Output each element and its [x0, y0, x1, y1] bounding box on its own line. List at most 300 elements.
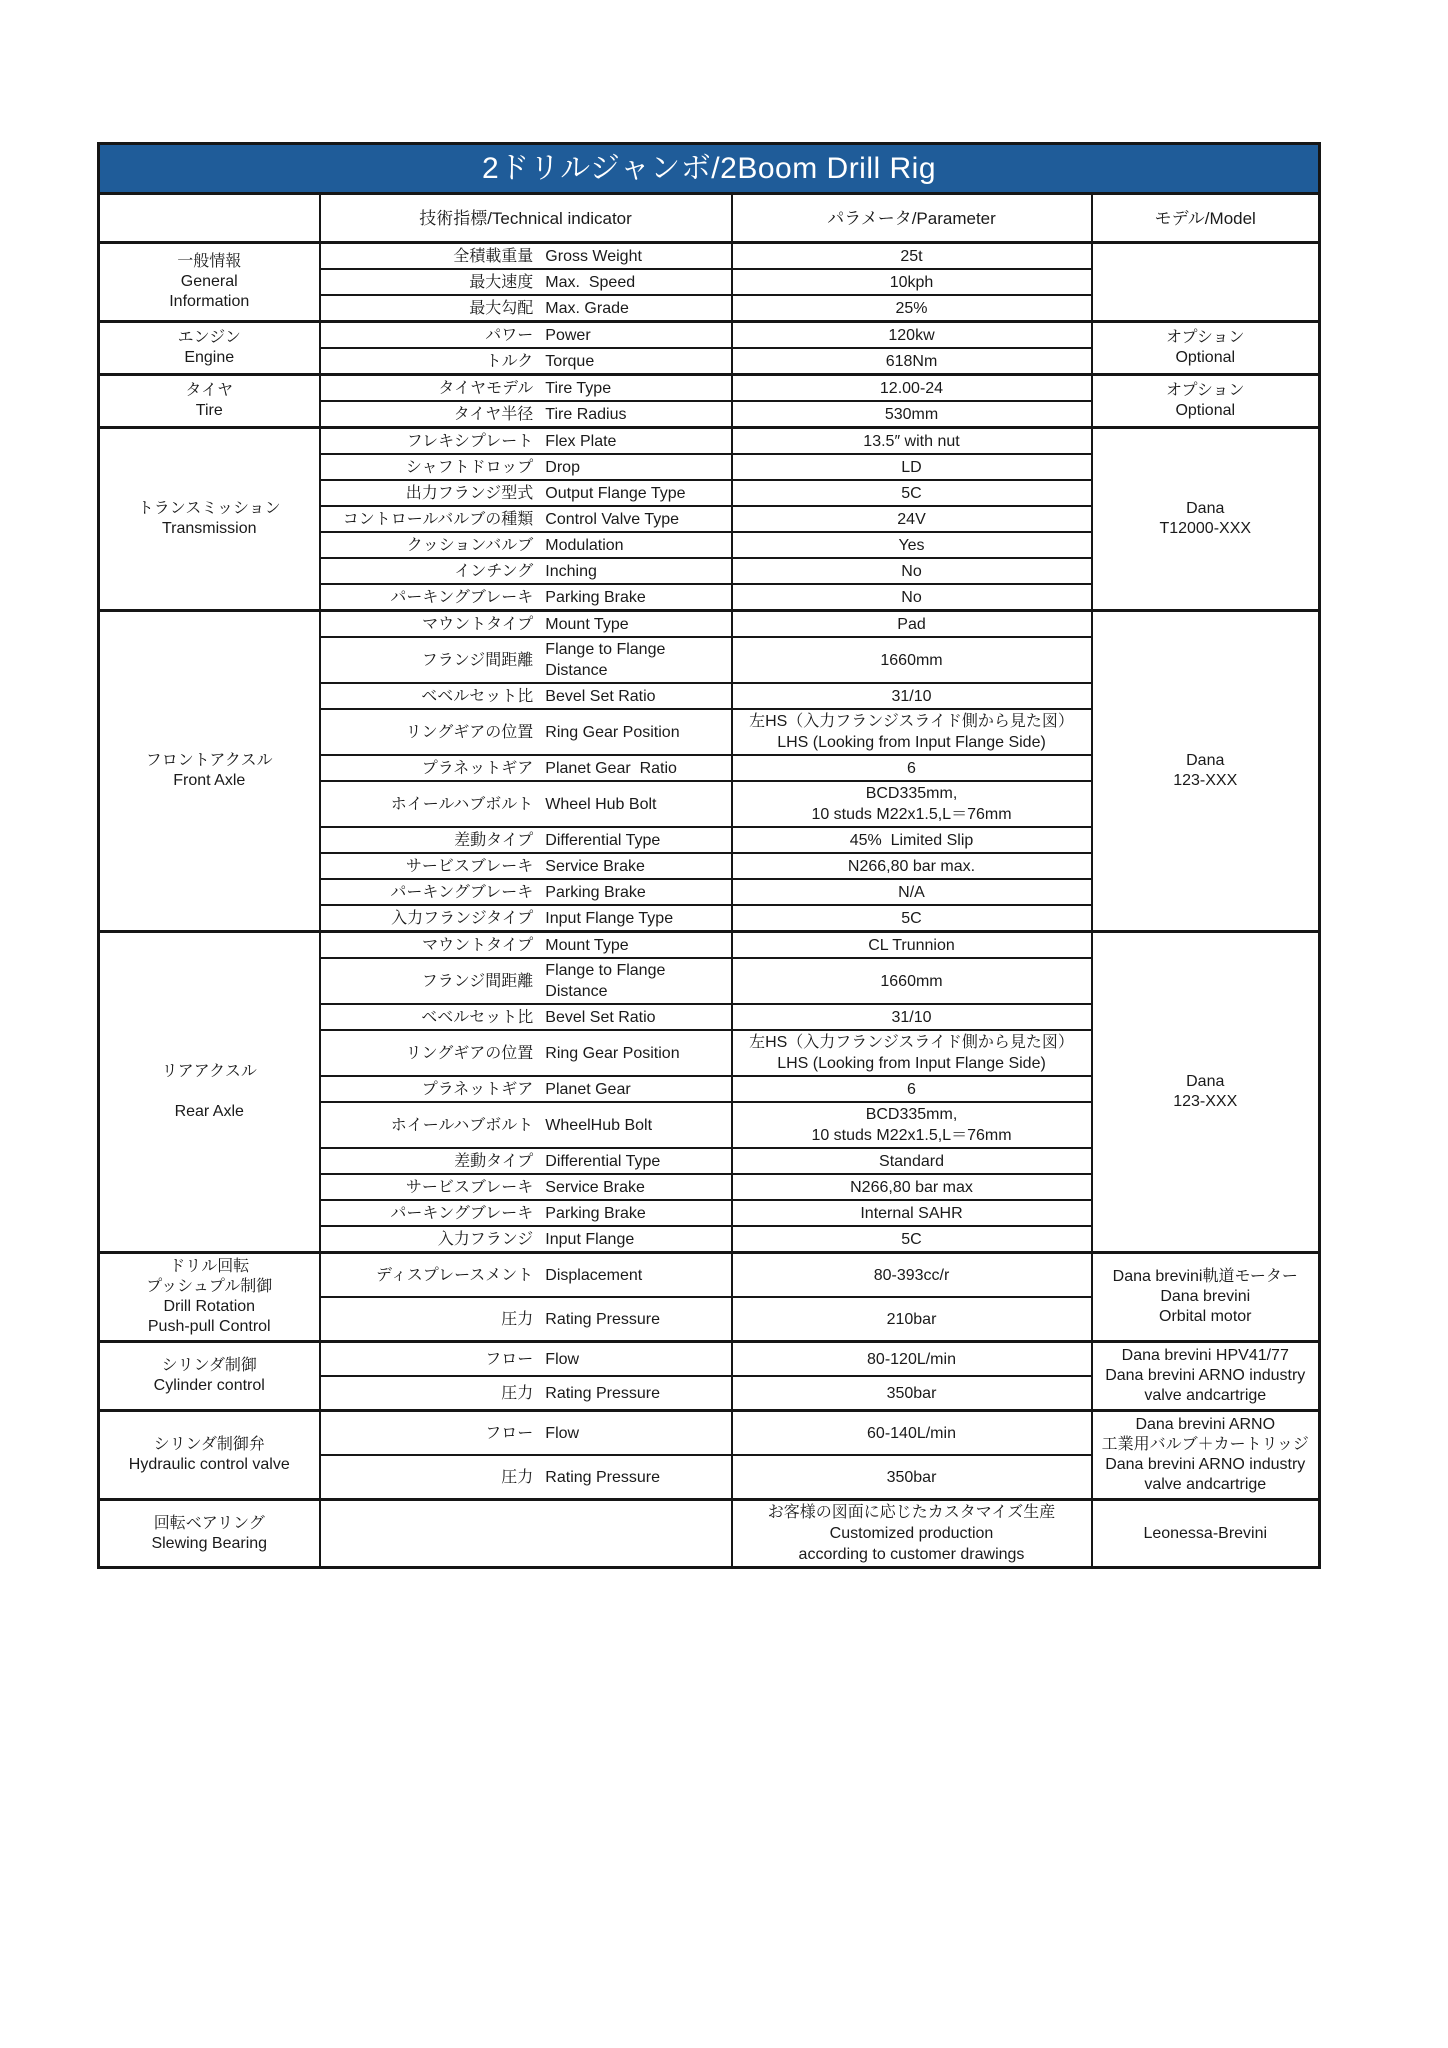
- parameter-value-cell: [732, 1004, 1092, 1030]
- table-row: [99, 932, 1320, 959]
- page-title: 2ドリルジャンボ/2Boom Drill Rig: [99, 144, 1320, 194]
- indicator-jp-label: 最大速度: [469, 273, 534, 291]
- category-label-line: リアアクスル: [161, 1063, 257, 1080]
- category-cell: [99, 428, 320, 611]
- model-label-line: Optional: [1175, 349, 1236, 366]
- parameter-value-cell: [732, 348, 1092, 375]
- indicator-cell: [320, 781, 732, 827]
- category-label-line: タイヤ: [185, 382, 234, 399]
- indicator-en-label: Rating Pressure: [545, 1310, 661, 1328]
- indicator-jp-label: 最大勾配: [469, 299, 534, 317]
- parameter-value-line: 5C: [901, 1230, 922, 1248]
- parameter-value-cell: [732, 401, 1092, 428]
- category-cell: [99, 322, 320, 375]
- indicator-jp-label: リングギアの位置: [405, 1044, 534, 1062]
- category-cell: [99, 243, 320, 322]
- parameter-value-cell: [732, 709, 1092, 755]
- category-cell: [99, 1500, 320, 1568]
- category-label-line: Push-pull Control: [147, 1318, 271, 1335]
- parameter-value-line: 5C: [901, 909, 922, 927]
- parameter-value-cell: [732, 611, 1092, 638]
- model-label-line: 工業用バルブ＋カートリッジ: [1101, 1436, 1309, 1453]
- model-cell: [1092, 1342, 1320, 1411]
- indicator-labels: [331, 403, 721, 425]
- table-row: [99, 243, 1320, 270]
- table-row: [99, 1253, 1320, 1298]
- category-label-line: Front Axle: [173, 772, 246, 789]
- parameter-value-line: Standard: [879, 1152, 944, 1170]
- indicator-en-label: Parking Brake: [545, 883, 646, 901]
- parameter-value-line: 80-393cc/r: [873, 1266, 950, 1284]
- indicator-en-label: Gross Weight: [545, 247, 642, 265]
- indicator-labels: [331, 639, 721, 681]
- indicator-cell: [320, 1030, 732, 1076]
- category-cell: [99, 611, 320, 932]
- indicator-en-label: Rating Pressure: [545, 1384, 661, 1402]
- indicator-jp-label: インチング: [454, 562, 534, 580]
- column-header-row: [99, 194, 1320, 243]
- parameter-value-cell: [732, 454, 1092, 480]
- indicator-labels: [331, 721, 721, 743]
- category-cell: [99, 1253, 320, 1342]
- indicator-cell: [320, 1174, 732, 1200]
- indicator-cell: [320, 958, 732, 1004]
- indicator-en-label: Planet Gear: [545, 1080, 631, 1098]
- parameter-value-cell: [732, 1411, 1092, 1456]
- parameter-value-line: 左HS（入力フランジスライド側から見た図）: [749, 713, 1074, 730]
- parameter-value-line: BCD335mm,: [865, 1106, 958, 1123]
- category-cell: [99, 1411, 320, 1500]
- indicator-jp-label: タイヤ半径: [453, 405, 534, 423]
- indicator-jp-label: ディスプレースメント: [376, 1266, 534, 1284]
- parameter-value-cell: [732, 375, 1092, 402]
- parameter-value-cell: [732, 879, 1092, 905]
- indicator-jp-label: トルク: [485, 352, 534, 370]
- category-label-line: ドリル回転: [169, 1258, 250, 1275]
- parameter-value-cell: [732, 1253, 1092, 1298]
- indicator-jp-label: パワー: [485, 326, 534, 344]
- indicator-jp-label: 出力フランジ型式: [405, 484, 534, 502]
- parameter-value-cell: [732, 243, 1092, 270]
- category-label-line: General: [180, 273, 238, 290]
- indicator-labels: [331, 1308, 721, 1330]
- model-label-line: 123-XXX: [1173, 1093, 1238, 1110]
- model-label-line: オプション: [1165, 329, 1245, 346]
- indicator-labels: [331, 430, 721, 452]
- indicator-labels: [331, 586, 721, 608]
- table-row: [99, 322, 1320, 349]
- indicator-labels: [331, 757, 721, 779]
- parameter-value-line: CL Trunnion: [868, 936, 955, 954]
- indicator-labels: [331, 1466, 721, 1488]
- indicator-cell: [320, 827, 732, 853]
- parameter-value-cell: [732, 269, 1092, 295]
- indicator-jp-label: ベベルセット比: [421, 1008, 534, 1026]
- model-label-line: valve andcartrige: [1144, 1476, 1267, 1493]
- indicator-en-label: Flow: [545, 1350, 580, 1368]
- indicator-en-label: Control Valve Type: [545, 510, 679, 528]
- parameter-value-cell: [732, 1148, 1092, 1174]
- parameter-value-cell: [732, 1102, 1092, 1148]
- category-label-line: Drill Rotation: [163, 1298, 256, 1315]
- parameter-value-line: LHS (Looking from Input Flange Side): [777, 1055, 1046, 1072]
- indicator-en-label: Mount Type: [545, 936, 629, 954]
- category-label-line: Hydraulic control valve: [128, 1456, 290, 1473]
- indicator-cell: [320, 480, 732, 506]
- indicator-jp-label: シャフトドロップ: [405, 458, 534, 476]
- indicator-jp-label: プラネットギア: [421, 759, 534, 777]
- indicator-labels: [331, 1006, 721, 1028]
- indicator-jp-label: サービスブレーキ: [405, 857, 534, 875]
- indicator-en-label: Input Flange: [545, 1230, 635, 1248]
- indicator-labels: [331, 271, 721, 293]
- indicator-en-label: Rating Pressure: [545, 1468, 661, 1486]
- indicator-jp-label: パーキングブレーキ: [390, 588, 534, 606]
- indicator-cell: [320, 428, 732, 455]
- parameter-value-line: BCD335mm,: [865, 785, 958, 802]
- category-label-line: Transmission: [161, 520, 257, 537]
- indicator-en-label: Bevel Set Ratio: [545, 1008, 656, 1026]
- parameter-value-line: 25t: [900, 247, 923, 265]
- indicator-cell: [320, 584, 732, 611]
- parameter-value-line: 5C: [901, 484, 922, 502]
- indicator-en-label: Flange to Flange Distance: [545, 962, 670, 1000]
- indicator-jp-label: 差動タイプ: [454, 831, 534, 849]
- indicator-en-label: Mount Type: [545, 615, 629, 633]
- parameter-value-cell: [732, 584, 1092, 611]
- indicator-en-label: Max. Grade: [545, 299, 629, 317]
- model-cell: [1092, 611, 1320, 932]
- category-label-line: Tire: [195, 402, 223, 419]
- parameter-value-line: 45% Limited Slip: [849, 831, 974, 849]
- parameter-value-cell: [732, 295, 1092, 322]
- indicator-en-label: Output Flange Type: [545, 484, 686, 502]
- parameter-value-cell: [732, 322, 1092, 349]
- category-label-line: Rear Axle: [174, 1103, 244, 1120]
- indicator-cell: [320, 683, 732, 709]
- indicator-cell: [320, 1076, 732, 1102]
- model-label-line: Dana brevini: [1160, 1288, 1251, 1305]
- indicator-cell: [320, 905, 732, 932]
- indicator-jp-label: ホイールハブボルト: [390, 1116, 534, 1134]
- model-label-line: Dana: [1186, 1073, 1225, 1090]
- indicator-en-label: WheelHub Bolt: [545, 1116, 653, 1134]
- spec-table-body: [99, 144, 1320, 1568]
- parameter-value-cell: [732, 755, 1092, 781]
- indicator-labels: [331, 1042, 721, 1064]
- category-label-line: トランスミッション: [137, 500, 281, 517]
- indicator-jp-label: リングギアの位置: [405, 723, 534, 741]
- model-label-line: 123-XXX: [1173, 772, 1238, 789]
- indicator-jp-label: フロー: [485, 1350, 534, 1368]
- indicator-jp-label: コントロールバルブの種類: [342, 510, 534, 528]
- indicator-en-label: Bevel Set Ratio: [545, 687, 656, 705]
- indicator-cell: [320, 401, 732, 428]
- title-row: [99, 144, 1320, 194]
- indicator-labels: [331, 1078, 721, 1100]
- category-label-line: シリンダ制御: [161, 1357, 257, 1374]
- parameter-value-cell: [732, 1376, 1092, 1411]
- parameter-value-cell: [732, 827, 1092, 853]
- indicator-jp-label: 圧力: [501, 1468, 534, 1486]
- header-indicator: 技術指標/Technical indicator: [320, 194, 732, 243]
- parameter-value-line: 350bar: [886, 1384, 937, 1402]
- indicator-labels: [331, 613, 721, 635]
- indicator-jp-label: タイヤモデル: [438, 379, 534, 397]
- category-label-line: プッシュプル制御: [146, 1278, 273, 1295]
- parameter-value-cell: [732, 1455, 1092, 1500]
- model-label-line: オプション: [1165, 382, 1245, 399]
- indicator-jp-label: フランジ間距離: [421, 972, 534, 990]
- indicator-jp-label: 圧力: [501, 1384, 534, 1402]
- indicator-labels: [331, 1382, 721, 1404]
- indicator-cell: [320, 637, 732, 683]
- indicator-labels: [331, 245, 721, 267]
- indicator-cell: [320, 709, 732, 755]
- parameter-value-cell: [732, 1076, 1092, 1102]
- indicator-cell: [320, 755, 732, 781]
- indicator-jp-label: パーキングブレーキ: [390, 1204, 534, 1222]
- indicator-jp-label: 差動タイプ: [454, 1152, 534, 1170]
- indicator-labels: [331, 1523, 721, 1545]
- parameter-value-cell: [732, 558, 1092, 584]
- model-label-line: Dana brevini HPV41/77: [1121, 1347, 1289, 1364]
- indicator-cell: [320, 1500, 732, 1568]
- model-label-line: Optional: [1175, 402, 1236, 419]
- table-row: [99, 1500, 1320, 1568]
- category-label-line: 回転ベアリング: [153, 1514, 265, 1532]
- indicator-en-label: Parking Brake: [545, 1204, 646, 1222]
- model-cell: [1092, 243, 1320, 322]
- indicator-cell: [320, 532, 732, 558]
- indicator-en-label: Tire Radius: [545, 405, 627, 423]
- indicator-en-label: Planet Gear Ratio: [545, 759, 677, 777]
- parameter-value-line: Yes: [898, 536, 925, 554]
- parameter-value-line: according to customer drawings: [798, 1546, 1025, 1563]
- model-cell: [1092, 1500, 1320, 1568]
- indicator-cell: [320, 1297, 732, 1342]
- indicator-en-label: Differential Type: [545, 831, 661, 849]
- indicator-cell: [320, 1148, 732, 1174]
- indicator-labels: [331, 1176, 721, 1198]
- model-cell: [1092, 375, 1320, 428]
- indicator-jp-label: 圧力: [501, 1310, 534, 1328]
- table-row: [99, 428, 1320, 455]
- indicator-en-label: Service Brake: [545, 1178, 645, 1196]
- indicator-labels: [331, 1114, 721, 1136]
- parameter-value-line: 25%: [895, 299, 928, 317]
- parameter-value-cell: [732, 637, 1092, 683]
- indicator-cell: [320, 558, 732, 584]
- indicator-labels: [331, 1264, 721, 1286]
- model-cell: [1092, 428, 1320, 611]
- indicator-en-label: Power: [545, 326, 591, 344]
- model-cell: [1092, 1411, 1320, 1500]
- parameter-value-line: 左HS（入力フランジスライド側から見た図）: [749, 1034, 1074, 1051]
- indicator-jp-label: 入力フランジタイプ: [391, 909, 534, 927]
- category-cell: [99, 932, 320, 1253]
- indicator-jp-label: ホイールハブボルト: [390, 795, 534, 813]
- model-label-line: Orbital motor: [1159, 1308, 1252, 1325]
- indicator-cell: [320, 1342, 732, 1377]
- indicator-cell: [320, 1253, 732, 1298]
- parameter-value-line: 618Nm: [885, 352, 938, 370]
- indicator-labels: [331, 482, 721, 504]
- category-label-line: シリンダ制御弁: [153, 1436, 265, 1453]
- parameter-value-line: Customized production: [829, 1525, 994, 1542]
- indicator-labels: [331, 1150, 721, 1172]
- table-row: [99, 611, 1320, 638]
- model-label-line: Dana: [1186, 752, 1225, 769]
- category-label-line: Information: [169, 293, 250, 310]
- model-cell: [1092, 932, 1320, 1253]
- parameter-value-cell: [732, 1500, 1092, 1568]
- category-label-line: Cylinder control: [153, 1377, 265, 1394]
- indicator-cell: [320, 853, 732, 879]
- parameter-value-cell: [732, 506, 1092, 532]
- indicator-jp-label: フロー: [485, 1424, 534, 1442]
- indicator-cell: [320, 879, 732, 905]
- parameter-value-line: 60-140L/min: [867, 1424, 956, 1442]
- indicator-labels: [331, 377, 721, 399]
- model-cell: [1092, 322, 1320, 375]
- indicator-en-label: Max. Speed: [545, 273, 636, 291]
- parameter-value-line: 24V: [897, 510, 926, 528]
- indicator-cell: [320, 1455, 732, 1500]
- parameter-value-cell: [732, 905, 1092, 932]
- indicator-en-label: Flow: [545, 1424, 580, 1442]
- indicator-cell: [320, 1102, 732, 1148]
- indicator-cell: [320, 269, 732, 295]
- parameter-value-line: 80-120L/min: [867, 1350, 956, 1368]
- indicator-labels: [331, 297, 721, 319]
- model-label-line: Dana brevini軌道モーター: [1112, 1268, 1298, 1285]
- indicator-labels: [331, 881, 721, 903]
- indicator-en-label: Wheel Hub Bolt: [545, 795, 657, 813]
- indicator-labels: [331, 793, 721, 815]
- indicator-labels: [331, 829, 721, 851]
- parameter-value-line: お客様の図面に応じたカスタマイズ生産: [767, 1504, 1056, 1521]
- indicator-jp-label: マウントタイプ: [422, 615, 534, 633]
- parameter-value-line: Pad: [897, 615, 926, 633]
- indicator-jp-label: パーキングブレーキ: [390, 883, 534, 901]
- indicator-en-label: Parking Brake: [545, 588, 646, 606]
- header-parameter: パラメータ/Parameter: [732, 194, 1092, 243]
- indicator-cell: [320, 295, 732, 322]
- indicator-labels: [331, 324, 721, 346]
- header-model: モデル/Model: [1092, 194, 1320, 243]
- parameter-value-line: Internal SAHR: [860, 1204, 963, 1222]
- category-label-line: [104, 1082, 315, 1102]
- indicator-jp-label: マウントタイプ: [422, 936, 534, 954]
- parameter-value-line: 31/10: [891, 687, 932, 705]
- indicator-cell: [320, 1004, 732, 1030]
- indicator-labels: [331, 1348, 721, 1370]
- parameter-value-cell: [732, 958, 1092, 1004]
- parameter-value-cell: [732, 532, 1092, 558]
- parameter-value-cell: [732, 1342, 1092, 1377]
- parameter-value-line: 10 studs M22x1.5,L＝76mm: [811, 1127, 1012, 1144]
- parameter-value-line: 1660mm: [880, 972, 943, 990]
- table-row: [99, 375, 1320, 402]
- category-label-line: 一般情報: [177, 253, 242, 270]
- indicator-en-label: Torque: [545, 352, 595, 370]
- parameter-value-cell: [732, 683, 1092, 709]
- indicator-jp-label: プラネットギア: [421, 1080, 534, 1098]
- indicator-cell: [320, 932, 732, 959]
- indicator-labels: [331, 534, 721, 556]
- indicator-cell: [320, 506, 732, 532]
- model-label-line: T12000-XXX: [1159, 520, 1252, 537]
- parameter-value-line: 530mm: [884, 405, 939, 423]
- indicator-labels: [331, 1422, 721, 1444]
- category-cell: [99, 375, 320, 428]
- indicator-cell: [320, 1376, 732, 1411]
- indicator-en-label: Ring Gear Position: [545, 1044, 680, 1062]
- model-label-line: Dana brevini ARNO: [1135, 1416, 1276, 1433]
- model-label-line: valve andcartrige: [1144, 1387, 1267, 1404]
- model-cell: [1092, 1253, 1320, 1342]
- indicator-en-label: Flange to Flange Distance: [545, 641, 670, 679]
- indicator-en-label: Differential Type: [545, 1152, 661, 1170]
- parameter-value-line: 1660mm: [880, 651, 943, 669]
- parameter-value-line: 10kph: [889, 273, 934, 291]
- parameter-value-cell: [732, 428, 1092, 455]
- indicator-jp-label: フレキシプレート: [406, 432, 534, 450]
- parameter-value-line: 13.5″ with nut: [863, 432, 960, 450]
- table-row: [99, 1342, 1320, 1377]
- indicator-cell: [320, 1226, 732, 1253]
- parameter-value-line: No: [901, 588, 922, 606]
- indicator-labels: [331, 685, 721, 707]
- indicator-jp-label: フランジ間距離: [421, 651, 534, 669]
- parameter-value-cell: [732, 1030, 1092, 1076]
- parameter-value-line: 120kw: [888, 326, 935, 344]
- category-label-line: Engine: [184, 349, 235, 366]
- parameter-value-line: 6: [907, 1080, 916, 1098]
- parameter-value-line: No: [901, 562, 922, 580]
- indicator-en-label: Tire Type: [545, 379, 612, 397]
- parameter-value-line: 210bar: [886, 1310, 937, 1328]
- header-corner-cell: [99, 194, 320, 243]
- spec-table: [97, 142, 1321, 1569]
- indicator-labels: [331, 456, 721, 478]
- indicator-jp-label: ベベルセット比: [421, 687, 534, 705]
- category-label-line: フロントアクスル: [145, 752, 273, 769]
- indicator-cell: [320, 1200, 732, 1226]
- model-label-line: Dana brevini ARNO industry: [1105, 1456, 1306, 1473]
- indicator-labels: [331, 350, 721, 372]
- parameter-value-line: 10 studs M22x1.5,L＝76mm: [811, 806, 1012, 823]
- indicator-labels: [331, 855, 721, 877]
- indicator-cell: [320, 611, 732, 638]
- parameter-value-cell: [732, 480, 1092, 506]
- parameter-value-line: LHS (Looking from Input Flange Side): [777, 734, 1046, 751]
- parameter-value-cell: [732, 781, 1092, 827]
- indicator-en-label: Displacement: [545, 1266, 643, 1284]
- indicator-cell: [320, 454, 732, 480]
- indicator-jp-label: クッションバルブ: [406, 536, 534, 554]
- indicator-en-label: Flex Plate: [545, 432, 617, 450]
- indicator-cell: [320, 322, 732, 349]
- parameter-value-cell: [732, 853, 1092, 879]
- indicator-labels: [331, 508, 721, 530]
- indicator-labels: [331, 907, 721, 929]
- parameter-value-cell: [732, 1226, 1092, 1253]
- category-label-line: Slewing Bearing: [151, 1534, 268, 1552]
- parameter-value-line: 350bar: [886, 1468, 937, 1486]
- parameter-value-line: N/A: [898, 883, 925, 901]
